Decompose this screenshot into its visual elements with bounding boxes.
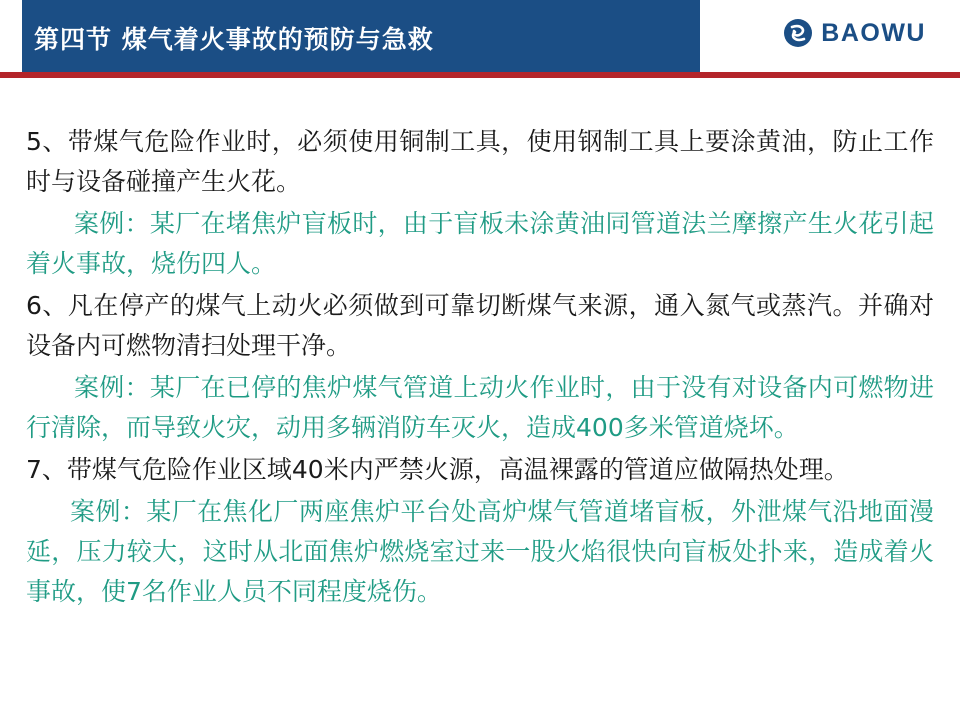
paragraph-case-5: 案例：某厂在堵焦炉盲板时，由于盲板未涂黄油同管道法兰摩擦产生火花引起着火事故，烧伤四人。 (26, 209, 934, 278)
brand-logo (783, 18, 926, 48)
paragraph-case-7: 案例：某厂在焦化厂两座焦炉平台处高炉煤气管道堵盲板，外泄煤气沿地面漫延，压力较大，这时从北面焦炉燃烧室过来一股火焰很快向盲板处扑来，造成着火事故，使7名作业人员不同程度烧伤。 (26, 497, 934, 606)
page-title: 第四节 煤气着火事故的预防与急救 (34, 25, 434, 54)
slide-footer (0, 686, 960, 720)
slide-body (0, 78, 960, 720)
brand-name: BAOWU (821, 18, 926, 47)
baowu-swirl-icon (783, 18, 813, 48)
paragraph-item-7: 7、带煤气危险作业区域40米内严禁火源，高温裸露的管道应做隔热处理。 (26, 455, 849, 484)
slide-header (0, 0, 960, 72)
paragraph-item-5: 5、带煤气危险作业时，必须使用铜制工具，使用钢制工具上要涂黄油，防止工作时与设备碰撞产生火花。 (26, 127, 934, 196)
paragraph-item-6: 6、凡在停产的煤气上动火必须做到可靠切断煤气来源，通入氮气或蒸汽。并确对设备内可燃物清扫处理干净。 (26, 291, 934, 360)
paragraph-case-6: 案例：某厂在已停的焦炉煤气管道上动火作业时，由于没有对设备内可燃物进行清除，而导致火灾，动用多辆消防车灭火，造成400多米管道烧坏。 (26, 373, 934, 442)
header-left-notch (0, 0, 22, 72)
